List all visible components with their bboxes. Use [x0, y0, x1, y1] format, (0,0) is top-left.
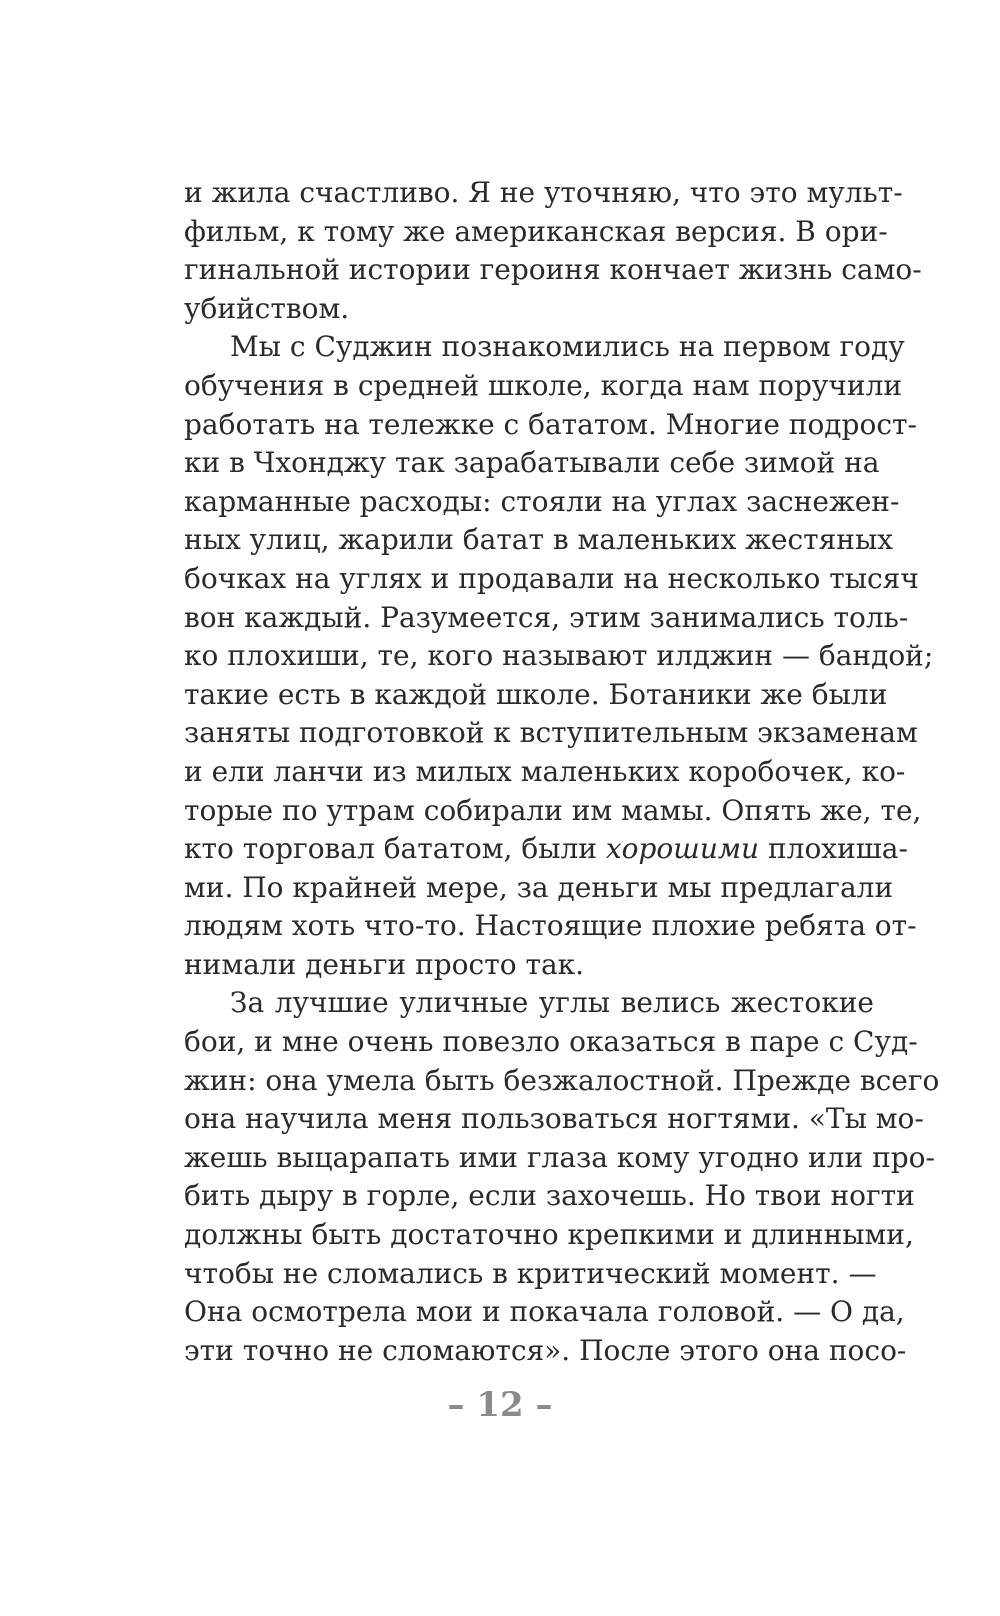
text-line: ко плохиши, те, кого называют илджин — бандой;	[184, 639, 934, 673]
text-line: такие есть в каждой школе. Ботаники же были	[184, 677, 888, 711]
text-line	[184, 830, 908, 869]
text-line: торые по утрам собирали им мамы. Опять же, те,	[184, 793, 922, 827]
text-line: и жила счастливо. Я не уточняю, что это мульт-	[184, 176, 903, 209]
text-line: гинальной истории героиня кончает жизнь само-	[184, 253, 922, 287]
body-text	[184, 174, 940, 1370]
text-line: За лучшие уличные углы велись жестокие	[230, 986, 874, 1020]
text-line: работать на тележке с бататом. Многие подрост-	[184, 407, 917, 441]
text-line: она научила меня пользоваться ногтями. «Ты мо-	[184, 1102, 924, 1136]
text-line: вон каждый. Разумеется, этим занимались толь-	[184, 600, 909, 634]
text-line: Она осмотрела мои и покачала головой. — О да,	[184, 1295, 905, 1329]
italic-emphasis: хорошими	[605, 832, 760, 866]
text-run: плохиша-	[759, 832, 908, 866]
text-line: фильм, к тому же американская версия. В ори-	[184, 214, 888, 248]
text-line: должны быть достаточно крепкими и длинными,	[184, 1218, 914, 1252]
text-line: ки в Чхонджу так зарабатывали себе зимой на	[184, 446, 880, 480]
text-line: жин: она умела быть безжалостной. Прежде всего	[184, 1063, 940, 1097]
text-line: ных улиц, жарили батат в маленьких жестяных	[184, 523, 894, 557]
text-line: жешь выцарапать ими глаза кому угодно или про-	[184, 1140, 935, 1174]
text-line: ми. По крайней мере, за деньги мы предлагали	[184, 870, 894, 904]
page-number: – 12 –	[447, 1385, 553, 1425]
text-line: заняты подготовкой к вступительным экзаменам	[184, 716, 918, 750]
text-line: чтобы не сломались в критический момент. —	[184, 1256, 877, 1290]
text-line: обучения в средней школе, когда нам поручили	[184, 368, 903, 402]
text-line: бои, и мне очень повезло оказаться в паре с Суд-	[184, 1025, 918, 1059]
text-run: кто торговал бататом, были	[184, 832, 606, 866]
text-line: карманные расходы: стояли на углах заснежен-	[184, 484, 900, 518]
text-line: бить дыру в горле, если захочешь. Но твои ногти	[184, 1179, 915, 1213]
text-line: эти точно не сломаются». После этого она посо-	[184, 1333, 907, 1367]
text-line: Мы с Суджин познакомились на первом году	[230, 330, 905, 364]
text-line: нимали деньги просто так.	[184, 947, 585, 981]
text-line: убийством.	[184, 291, 350, 325]
text-line: бочках на углях и продавали на несколько тысяч	[184, 561, 919, 595]
text-line: и ели ланчи из милых маленьких коробочек, ко-	[184, 754, 906, 788]
text-line: людям хоть что-то. Настоящие плохие ребята от-	[184, 909, 917, 943]
